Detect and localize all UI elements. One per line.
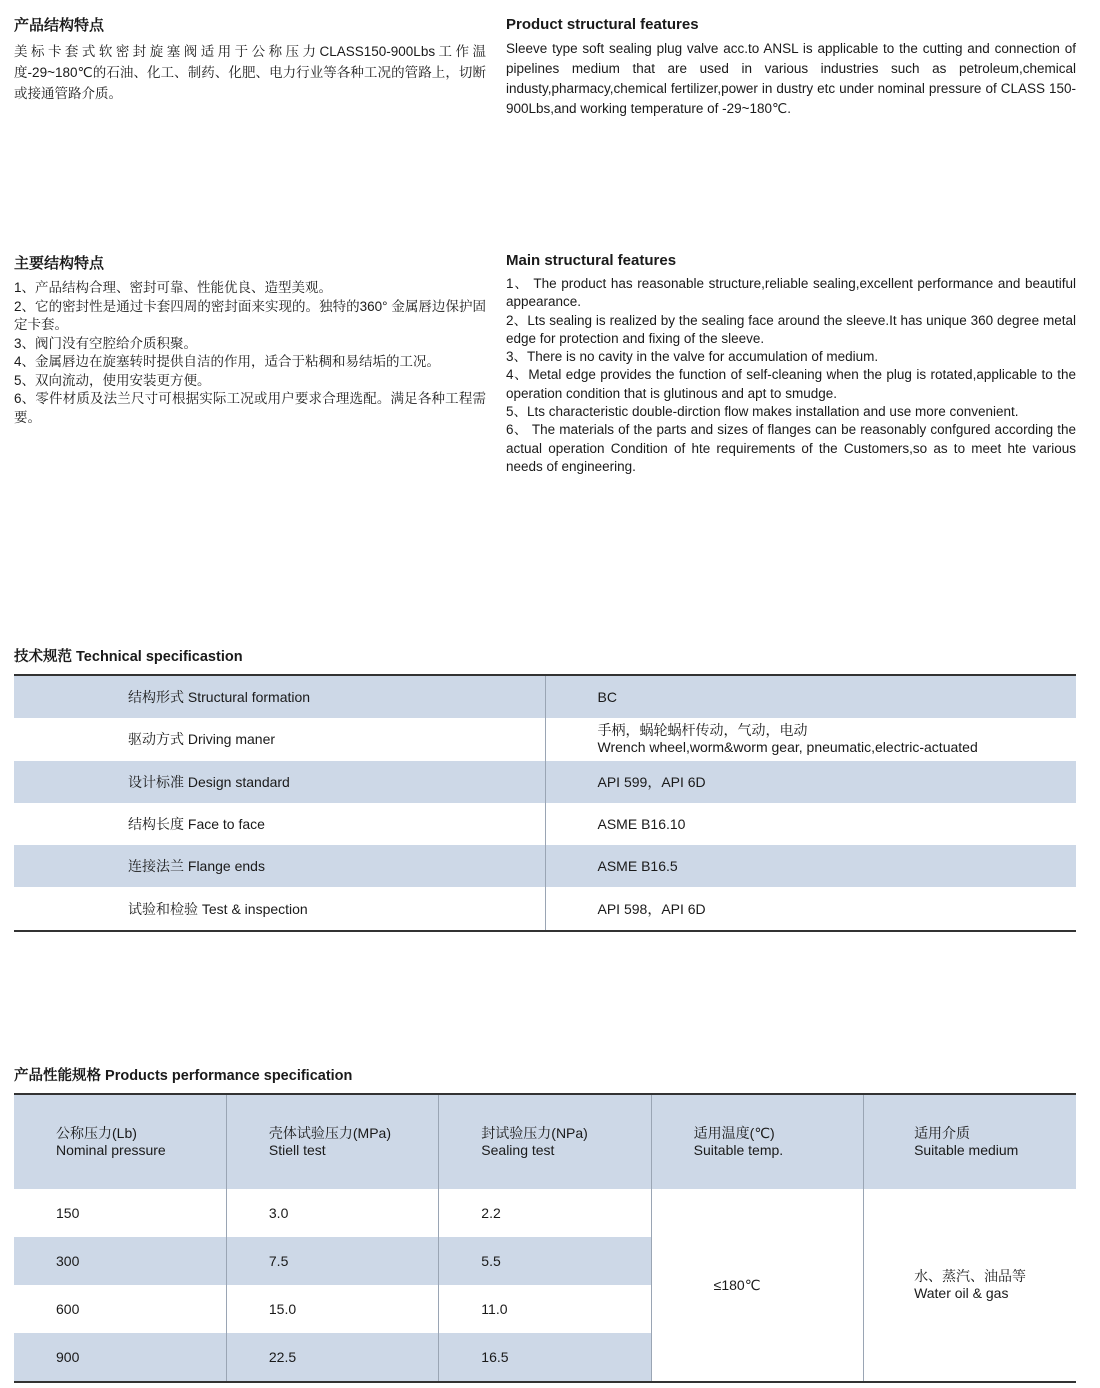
list-item: 4、Metal edge provides the function of self-cleaning when the plug is rotated,applicable to the operation condition that is glutinous and apt to smudge. (506, 367, 1076, 401)
list-item: 1、产品结构合理、密封可靠、性能优良、造型美观。 (14, 280, 333, 295)
shell-cell: 15.0 (226, 1285, 438, 1333)
tech-value-line1: 手柄，蜗轮蜗杆传动，气动，电动 (597, 722, 808, 739)
pressure-cell: 150 (14, 1189, 226, 1237)
product-features-cn-text: 美标卡套式软密封旋塞阀适用于公称压力CLASS150-900Lbs工作温度-29~180℃的石油、化工、制药、化肥、电力行业等各种工况的管路上，切断或接通管路介质。 (14, 44, 486, 101)
list-item: 1、 The product has reasonable structure,reliable sealing,excellent performance and beautiful appearance. (506, 276, 1076, 310)
main-features-en-list (506, 275, 1076, 476)
list-item: 6、 The materials of the parts and sizes of flanges can be reasonably confgured according the actual operation Condition of hte requirements of the Customers,so as to meet hte various needs of engineering. (506, 422, 1076, 474)
tech-value (545, 718, 1076, 760)
header-suitable-medium: 适用介质 Suitable medium (864, 1094, 1076, 1189)
table-row (14, 675, 1076, 718)
tech-label: 连接法兰 Flange ends (14, 845, 545, 887)
table-row (14, 1189, 1076, 1237)
pressure-cell: 300 (14, 1237, 226, 1285)
main-features-cn-title: 主要结构特点 (14, 255, 105, 272)
table-row (14, 803, 1076, 845)
tech-value: API 599，API 6D (597, 773, 706, 790)
tech-label: 结构形式 Structural formation (14, 675, 545, 718)
header-nominal-pressure: 公称压力(Lb) Nominal pressure (14, 1094, 226, 1189)
medium-cell: 水、蒸汽、油品等 Water oil & gas (864, 1189, 1076, 1382)
shell-cell: 3.0 (226, 1189, 438, 1237)
shell-cell: 22.5 (226, 1333, 438, 1382)
table-row (14, 718, 1076, 760)
pressure-cell: 600 (14, 1285, 226, 1333)
list-item: 3、阀门没有空腔给介质积聚。 (14, 335, 198, 351)
seal-cell: 16.5 (439, 1333, 651, 1382)
product-features-en-title: Product structural features (506, 16, 699, 33)
product-features-en (506, 16, 1076, 119)
perf-spec-title: 产品性能规格 Products performance specification (14, 1068, 353, 1084)
list-item: 2、它的密封性是通过卡套四周的密封面来实现的。独特的360° 金属唇边保护固定卡套。 (14, 298, 486, 332)
pressure-cell: 900 (14, 1333, 226, 1382)
tech-value: ASME B16.10 (597, 816, 686, 833)
temp-cell: ≤180℃ (651, 1189, 863, 1382)
list-item: 4、金属唇边在旋塞转时提供自洁的作用，适合于粘稠和易结垢的工况。 (14, 354, 441, 369)
list-item: 5、双向流动，使用安装更方便。 (14, 372, 211, 388)
tech-spec-title: 技术规范 Technical specificastion (14, 649, 243, 665)
main-features-cn (14, 252, 486, 427)
table-row (14, 845, 1076, 887)
list-item: 5、Lts characteristic double-dirction flow makes installation and use more convenient. (506, 404, 1019, 420)
tech-value: ASME B16.5 (597, 858, 678, 875)
product-features-cn (14, 14, 486, 104)
tech-value: API 598，API 6D (597, 900, 706, 917)
header-shell-test: 壳体试验压力(MPa) Stiell test (226, 1094, 438, 1189)
seal-cell: 2.2 (439, 1189, 651, 1237)
main-features-en (506, 252, 1076, 476)
tech-value: BC (597, 689, 617, 706)
header-suitable-temp: 适用温度(℃) Suitable temp. (651, 1094, 863, 1189)
header-sealing-test: 封试验压力(NPa) Sealing test (439, 1094, 651, 1189)
main-features-cn-list (14, 279, 486, 427)
tech-value-line2: Wrench wheel,worm&worm gear, pneumatic,electric-actuated (597, 739, 978, 756)
tech-label: 设计标准 Design standard (14, 761, 545, 803)
main-features-en-title: Main structural features (506, 252, 677, 269)
product-features-en-text: Sleeve type soft sealing plug valve acc.to ANSL is applicable to the cutting and connection of pipelines medium that are used in various industries such as petroleum,chemical industy,pharmacy,chemical fertilizer,power in dustry etc under nominal pressure of CLASS 150-900Lbs,and working temperature of -29~180℃. (506, 41, 1076, 116)
tech-spec-table (14, 674, 1076, 932)
list-item: 2、Lts sealing is realized by the sealing face around the sleeve.It has unique 360 degree metal edge for protection and fixing of the sleeve. (506, 312, 1076, 346)
list-item: 3、There is no cavity in the valve for accumulation of medium. (506, 349, 879, 365)
tech-label: 试验和检验 Test & inspection (14, 887, 545, 930)
seal-cell: 5.5 (439, 1237, 651, 1285)
table-header-row (14, 1094, 1076, 1189)
tech-label: 结构长度 Face to face (14, 803, 545, 845)
list-item: 6、零件材质及法兰尺寸可根据实际工况或用户要求合理选配。满足各种工程需要。 (14, 391, 486, 425)
table-row (14, 887, 1076, 930)
tech-label: 驱动方式 Driving maner (14, 718, 545, 760)
seal-cell: 11.0 (439, 1285, 651, 1333)
product-features-cn-title: 产品结构特点 (14, 17, 105, 34)
perf-spec-table (14, 1093, 1076, 1383)
shell-cell: 7.5 (226, 1237, 438, 1285)
table-row (14, 761, 1076, 803)
